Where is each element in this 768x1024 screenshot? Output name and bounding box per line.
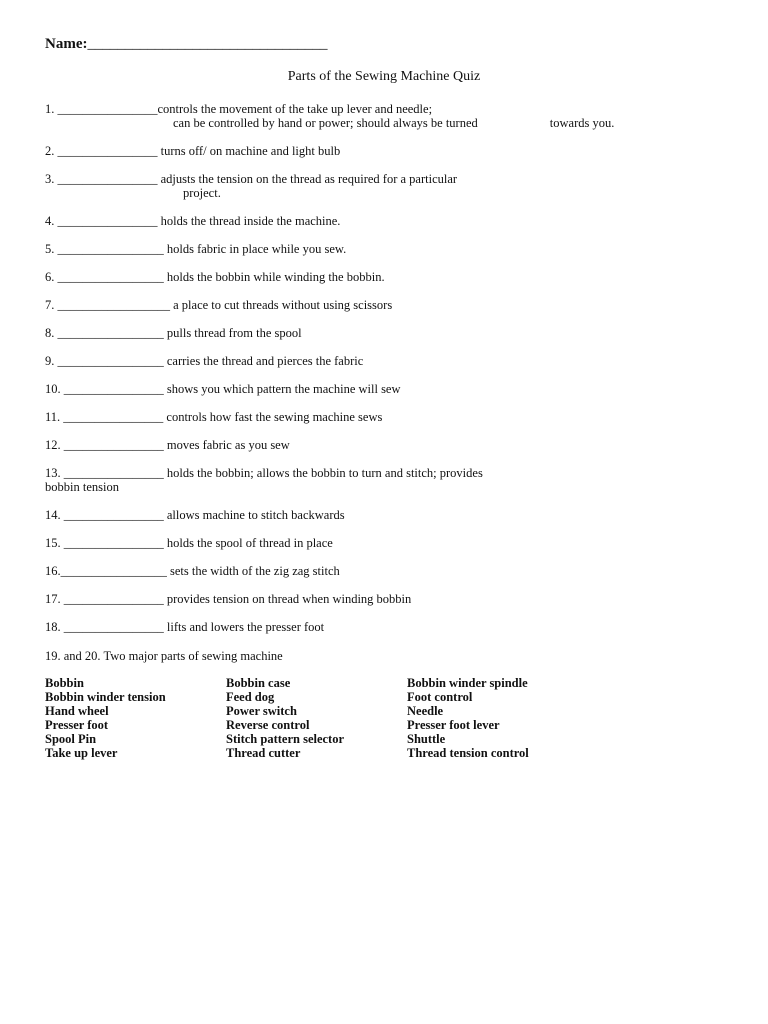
name-blank: ________________________________ — [87, 36, 328, 52]
question-text: 1. ________________controls the movement of the take up lever and needle; — [45, 102, 433, 116]
question-17 — [45, 592, 411, 606]
word-bank-term: Power switch — [226, 704, 297, 718]
word-bank-term: Foot control — [407, 690, 473, 704]
question-19-20 — [45, 649, 283, 663]
question-text: 15. ________________ holds the spool of thread in place — [45, 536, 333, 550]
word-bank-term: Shuttle — [407, 732, 446, 746]
word-bank-row — [45, 746, 607, 760]
question-3 — [45, 172, 457, 200]
question-text: 7. __________________ a place to cut threads without using scissors — [45, 298, 393, 312]
question-text: 2. ________________ turns off/ on machine and light bulb — [45, 144, 341, 158]
word-bank-row — [45, 690, 607, 704]
question-14 — [45, 508, 345, 522]
word-bank-term: Hand wheel — [45, 704, 109, 718]
question-11 — [45, 410, 382, 424]
question-2 — [45, 144, 340, 158]
question-13 — [45, 466, 483, 494]
word-bank-term: Reverse control — [226, 718, 310, 732]
question-text: 6. _________________ holds the bobbin while winding the bobbin. — [45, 270, 385, 284]
word-bank-term: Bobbin — [45, 676, 84, 690]
word-bank-term: Bobbin winder spindle — [407, 676, 528, 690]
question-text: 5. _________________ holds fabric in place while you sew. — [45, 242, 347, 256]
word-bank-term: Bobbin winder tension — [45, 690, 166, 704]
question-text: 12. ________________ moves fabric as you sew — [45, 438, 290, 452]
word-bank-term: Feed dog — [226, 690, 275, 704]
question-text: 19. and 20. Two major parts of sewing machine — [45, 649, 283, 663]
question-18 — [45, 620, 324, 634]
question-continuation — [45, 116, 614, 130]
word-bank-row — [45, 732, 607, 746]
question-continuation-text: can be controlled by hand or power; should always be turned — [173, 116, 478, 130]
question-5 — [45, 242, 346, 256]
word-bank-term: Bobbin case — [226, 676, 291, 690]
question-continuation: bobbin tension — [45, 480, 119, 494]
word-bank-term: Thread cutter — [226, 746, 301, 760]
question-8 — [45, 326, 302, 340]
question-text: 18. ________________ lifts and lowers the presser foot — [45, 620, 325, 634]
word-bank-term: Stitch pattern selector — [226, 732, 345, 746]
question-text: 8. _________________ pulls thread from the spool — [45, 326, 302, 340]
word-bank-term: Take up lever — [45, 746, 118, 760]
question-text: 16._________________ sets the width of the zig zag stitch — [45, 564, 340, 578]
question-12 — [45, 438, 290, 452]
word-bank-row — [45, 718, 607, 732]
question-4 — [45, 214, 340, 228]
question-text: 11. ________________ controls how fast the sewing machine sews — [45, 410, 383, 424]
question-1 — [45, 102, 614, 130]
question-text: 14. ________________ allows machine to stitch backwards — [45, 508, 345, 522]
word-bank — [45, 676, 607, 760]
word-bank-term: Needle — [407, 704, 444, 718]
question-continuation: project. — [183, 186, 221, 200]
question-10 — [45, 382, 401, 396]
question-text: 17. ________________ provides tension on thread when winding bobbin — [45, 592, 412, 606]
word-bank-term: Thread tension control — [407, 746, 529, 760]
name-label: Name: — [45, 36, 88, 52]
question-16 — [45, 564, 340, 578]
question-continuation-tail: towards you. — [549, 116, 615, 130]
question-text: 4. ________________ holds the thread inside the machine. — [45, 214, 341, 228]
question-text: 13. ________________ holds the bobbin; allows the bobbin to turn and stitch; provides — [45, 466, 483, 480]
word-bank-term: Spool Pin — [45, 732, 97, 746]
question-15 — [45, 536, 333, 550]
page-title: Parts of the Sewing Machine Quiz — [287, 69, 481, 84]
question-text: 9. _________________ carries the thread and pierces the fabric — [45, 354, 364, 368]
question-7 — [45, 298, 392, 312]
word-bank-term: Presser foot — [45, 718, 109, 732]
question-9 — [45, 354, 363, 368]
question-6 — [45, 270, 385, 284]
word-bank-term: Presser foot lever — [407, 718, 500, 732]
word-bank-row — [45, 704, 607, 718]
word-bank-row — [45, 676, 607, 690]
question-text: 10. ________________ shows you which pattern the machine will sew — [45, 382, 401, 396]
question-text: 3. ________________ adjusts the tension on the thread as required for a particular — [45, 172, 458, 186]
name-field — [45, 36, 327, 53]
